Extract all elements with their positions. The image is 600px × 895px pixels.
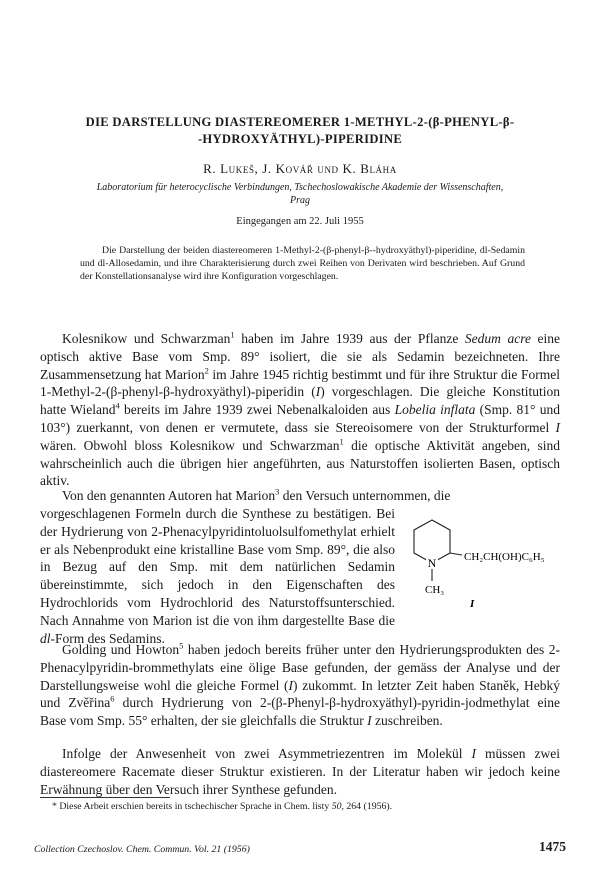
text: * Diese Arbeit erschien bereits in tschechischer Sprache in Chem. listy — [52, 801, 332, 812]
paragraph-2-continued — [40, 505, 395, 647]
title-line-2: -HYDROXYÄTHYL)-PIPERIDINE — [197, 132, 403, 146]
received-date: Eingegangen am 22. Juli 1955 — [236, 216, 364, 227]
authors: R. Lukeš, J. Kovář und K. Bláha — [203, 161, 397, 176]
text-italic: I — [315, 384, 321, 400]
text: haben jedoch bereits früher unter den Hydrierungsprodukten des 2-Phenacylpyridin-brommethylats eine ölige Base gefunden, der gemäss der Analyse und der Darstellungsweise wohl die gleiche Formel ( — [40, 642, 561, 693]
text: Kolesnikow und Schwarzman — [62, 331, 231, 346]
abstract: Die Darstellung der beiden diastereomeren 1-Methyl-2-(β-phenyl-β--hydroxyäthyl)-piperidine, dl-Sedamin und dl-Allosedamin, und ihre Charakterisierung durch zwei Reihen von Derivaten wird beschrieben. Auf Grund der Konstellationsanalyse wird ihre Konfiguration vorgeschlagen. — [80, 245, 525, 283]
footnote-ref: 4 — [115, 400, 120, 411]
text: -Form des Sedamins. — [50, 630, 165, 646]
text: , 264 (1956). — [341, 801, 393, 812]
text: ) zukommt. In letzter Zeit haben Staněk, Hebký und Zvěřina — [40, 677, 560, 711]
text: (Smp. 81° und 103°) zuerkannt, von denen er vermutete, dass sie Stereoisomere von der Strukturformel — [40, 402, 560, 435]
text-italic: Sedum acre — [464, 331, 531, 346]
footnote — [52, 801, 562, 812]
affiliation — [34, 181, 566, 207]
paragraph-1 — [40, 330, 560, 490]
formula-number: I — [470, 598, 475, 610]
page-number: 1475 — [539, 839, 566, 854]
text: zuschreiben. — [371, 713, 443, 729]
text: wären. Obwohl bloss Kolesnikow und Schwarzman — [40, 437, 340, 453]
footnote-ref: 5 — [179, 640, 184, 651]
text: müssen zwei diastereomere Racemate dieser Struktur existieren. In der Literatur haben wir jedoch keine Erwähnung über den Versuch ihrer Synthese gefunden. — [40, 746, 561, 797]
footnote-ref: 1 — [339, 436, 344, 447]
paragraph-2-first-line — [40, 487, 560, 505]
text: vorgeschlagenen Formeln durch die Synthese zu bestätigen. Bei der Hydrierung von 2-Phenacylpyridintoluolsulfomethylat erhielt er als Nebenprodukt eine kristalline Base vom Smp. 89°, die also in Bezug auf den Smp. mit dem natürlichen Sedamin übereinstimmte, sich jedoch in den Eigenschaften des Hydrochlorids vom Hydrochlorid des Naturstoffsunterschied. Nach Annahme von Marion ist die von ihm dargestellte Base die — [40, 506, 395, 628]
nitrogen-atom: N — [427, 556, 437, 570]
text: durch Hydrierung von 2-(β-Phenyl-β-hydroxyäthyl)-pyridin-jodmethylat eine Base vom Smp. 55° erhalten, der sie gleichfalls die Struktur — [40, 695, 560, 729]
footnote-divider — [40, 797, 170, 798]
footnote-ref: 2 — [204, 365, 209, 376]
text: die optische Aktivität angeben, sind wahrscheinlich auch die übrigen hier angeführten, aus Naturstoffen isolierten Basen, optisch aktiv. — [40, 437, 561, 489]
text-italic: dl — [40, 630, 51, 646]
substituent-label: CH₂CH(OH)C₆H₅ — [464, 551, 545, 563]
article-title — [40, 114, 560, 148]
text-italic: I — [471, 746, 476, 761]
text-italic: I — [367, 713, 372, 729]
text: Infolge der Anwesenheit von zwei Asymmetriezentren im Molekül — [62, 746, 472, 761]
structural-formula-I — [410, 515, 580, 615]
text: ) vorgeschlagen. Die gleiche Konstitution hatte Wieland — [40, 384, 560, 418]
footnote-ref: 1 — [230, 329, 235, 340]
text-italic: I — [288, 677, 294, 693]
paragraph-4 — [40, 745, 560, 798]
text-italic: I — [555, 419, 560, 435]
affiliation-line-2: Prag — [290, 195, 310, 206]
text: Golding und Howton — [62, 642, 180, 657]
title-line-1: DIE DARSTELLUNG DIASTEREOMERER 1-METHYL-2-(β-PHENYL-β- — [85, 115, 515, 129]
affiliation-line-1: Laboratorium für heterocyclische Verbindungen, Tschechoslowakische Akademie der Wissenschaften, — [96, 182, 504, 193]
footnote-ref: 6 — [110, 693, 115, 704]
text: den Versuch unternommen, die — [279, 488, 451, 503]
text-italic: Lobelia inflata — [394, 402, 476, 418]
text: haben im Jahre 1939 aus der Pflanze — [234, 331, 465, 346]
text-italic: 50 — [331, 801, 342, 812]
text: Von den genannten Autoren hat Marion — [62, 488, 276, 503]
paragraph-3 — [40, 641, 560, 730]
text: bereits im Jahre 1939 zwei Nebenalkaloiden aus — [119, 402, 395, 418]
text: im Jahre 1945 richtig bestimmt und für ihre Struktur die Formel 1-Methyl-2-(β-phenyl-β-hydroxyäthyl)-piperidin ( — [40, 366, 560, 400]
journal-citation: Collection Czechoslov. Chem. Commun. Vol. 21 (1956) — [34, 844, 250, 855]
substituent-bond — [450, 553, 462, 555]
footnote-ref: 3 — [275, 486, 280, 497]
methyl-label: CH₃ — [425, 584, 445, 596]
text: eine optisch aktive Base vom Smp. 89° isoliert, die sie als Sedamin bezeichneten. Ihre Zusammensetzung hat Marion — [40, 331, 561, 382]
